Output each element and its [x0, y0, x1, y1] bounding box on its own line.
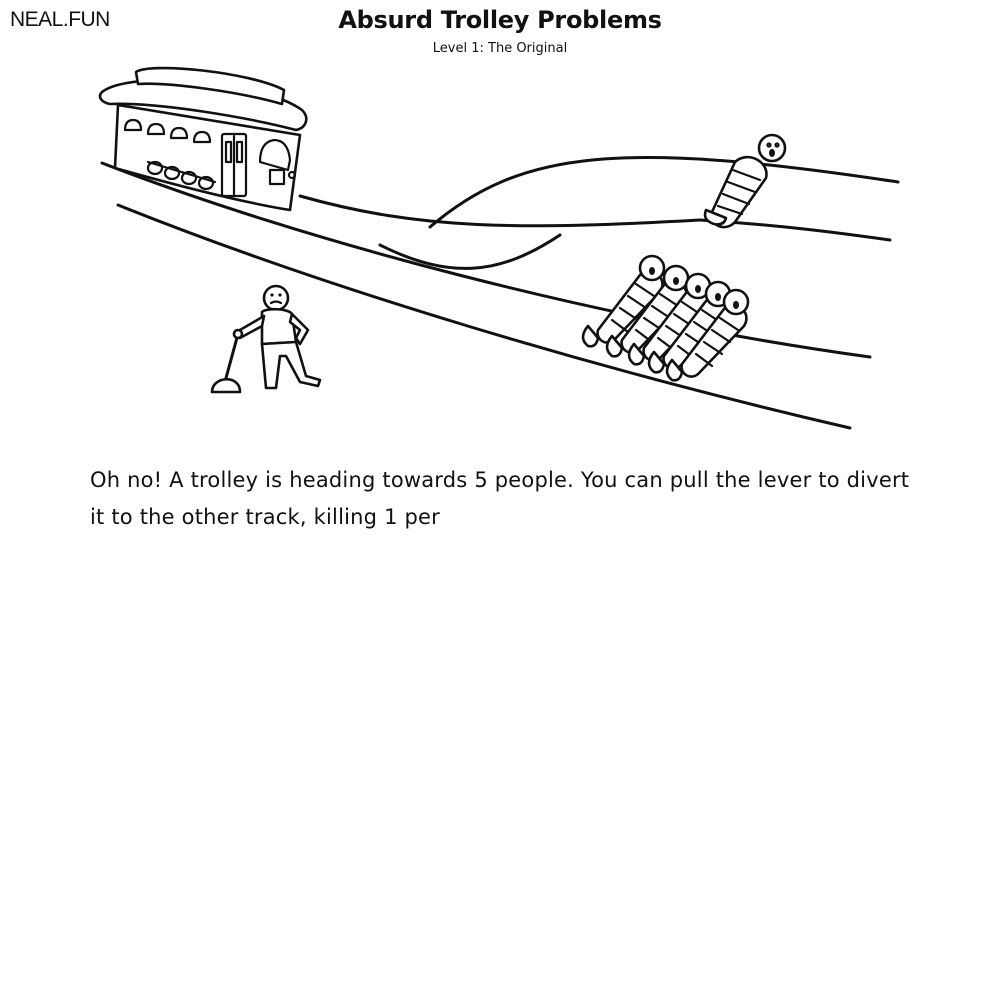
lever-icon	[212, 330, 242, 392]
game-title: Absurd Trolley Problems	[338, 6, 662, 34]
narration-text: Oh no! A trolley is heading towards 5 people. You can pull the lever to divert it to the other track, killing 1 per	[90, 468, 910, 529]
trolley-scene	[0, 0, 1000, 450]
side-track-person-icon	[705, 135, 785, 227]
trolley-icon	[100, 68, 306, 210]
main-track-people	[583, 256, 748, 380]
lever-operator-icon	[240, 286, 320, 388]
level-label: Level 1: The Original	[432, 41, 568, 56]
site-logo[interactable]: NEAL.FUN	[10, 8, 110, 31]
